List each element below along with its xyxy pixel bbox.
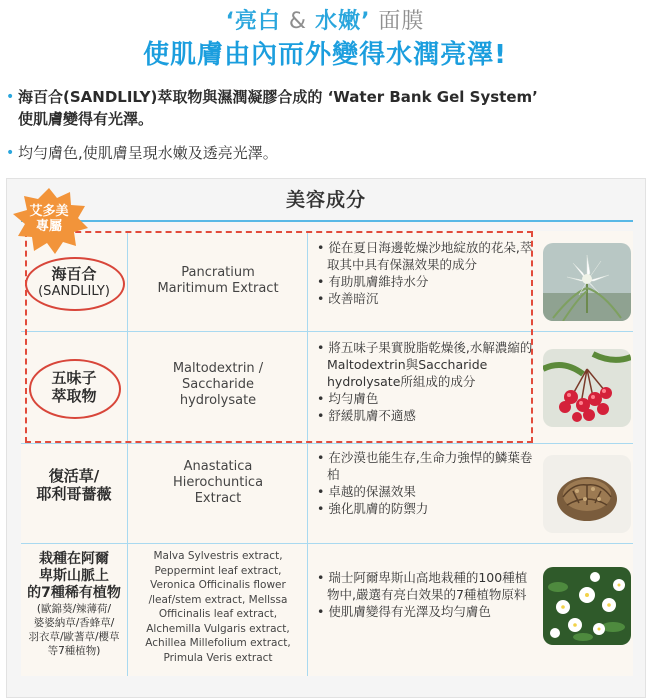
ingredient-name: 五味子 萃取物 [51, 369, 97, 405]
subtitle-part-mask: 面膜 [370, 9, 425, 34]
subtitle-part-moist: 水嫩’ [315, 9, 371, 34]
subtitle [0, 4, 650, 35]
ingredient-name: 栽種在阿爾 卑斯山脈上 的7種稀有植物 (歐錦葵/辣薄荷/ 婆婆納草/香蜂草/ 羽衣草/歐蓍草/櫻草 等7種植物) [27, 551, 121, 657]
row-divider [21, 443, 633, 444]
exclusive-badge [8, 186, 90, 256]
bullet-text: 使肌膚變得有光澤。 [18, 110, 154, 128]
ingredient-name: 海百合 (SANDLILY) [38, 265, 110, 299]
subtitle-part-bright: ‘亮白 [225, 9, 281, 34]
resurrection-plant-image [543, 455, 631, 533]
ingredients-panel [6, 178, 646, 698]
ingredient-inci: Anastatica Hierochuntica Extract [172, 459, 264, 506]
lily-flower-image [543, 243, 631, 321]
panel-title: 美容成分 [285, 189, 366, 211]
subtitle-amp: & [280, 9, 316, 34]
ingredient-description: • 從在夏日海邊乾燥沙地綻放的花朵,萃取其中具有保濕效果的成分 • 有助肌膚維持水分 • 改善暗沉 [317, 240, 533, 306]
bullet-text: 海百合(SANDLILY)萃取物與濕潤凝膠合成的 ‘Water Bank Gel System’ [18, 88, 538, 106]
page-title: 使肌膚由內而外變得水潤亮澤! [143, 40, 507, 70]
ingredient-inci: Pancratium Maritimum Extract [157, 265, 279, 296]
bullet-list [6, 86, 646, 176]
ingredient-description: • 在沙漠也能生存,生命力強悍的鱗葉卷柏 • 卓越的保濕效果 • 強化肌膚的防禦力 [317, 450, 533, 516]
ingredient-inci: Malva Sylvestris extract, Peppermint leaf extract, Veronica Officinalis flower /leaf/stem extract, Mellssa Officinalis leaf extract, Alchemilla Vulgaris extract, Achillea Millefolium extract, Primula Veris extract [145, 550, 291, 664]
ingredient-description: • 瑞士阿爾卑斯山高地栽種的100種植物中,嚴選有亮白效果的7種植物原料 • 使肌膚變得有光澤及均勻膚色 [317, 570, 528, 619]
ingredient-description: • 將五味子果實脫脂乾燥後,水解濃縮的Maltodextrin與Saccharide hydrolysate所組成的成分 • 均勻膚色 • 舒緩肌膚不適感 [317, 340, 533, 423]
ingredient-inci: Maltodextrin / Saccharide hydrolysate [172, 361, 264, 408]
bullet-item [6, 142, 646, 164]
bullet-item [6, 86, 646, 130]
bullet-dot-icon: • [6, 89, 15, 105]
bullet-text: 均勻膚色,使肌膚呈現水嫩及透亮光澤。 [18, 144, 278, 162]
bullet-dot-icon: • [6, 145, 15, 161]
berries-image [543, 349, 631, 427]
alpine-flowers-image [543, 567, 631, 645]
badge-text: 艾多美 [29, 204, 69, 219]
title-underline [21, 220, 633, 222]
badge-text: 專屬 [35, 219, 62, 234]
row-divider [21, 543, 633, 544]
exclusive-highlight-box [25, 231, 533, 443]
ingredient-name: 復活草/ 耶利哥薔薇 [36, 467, 112, 503]
